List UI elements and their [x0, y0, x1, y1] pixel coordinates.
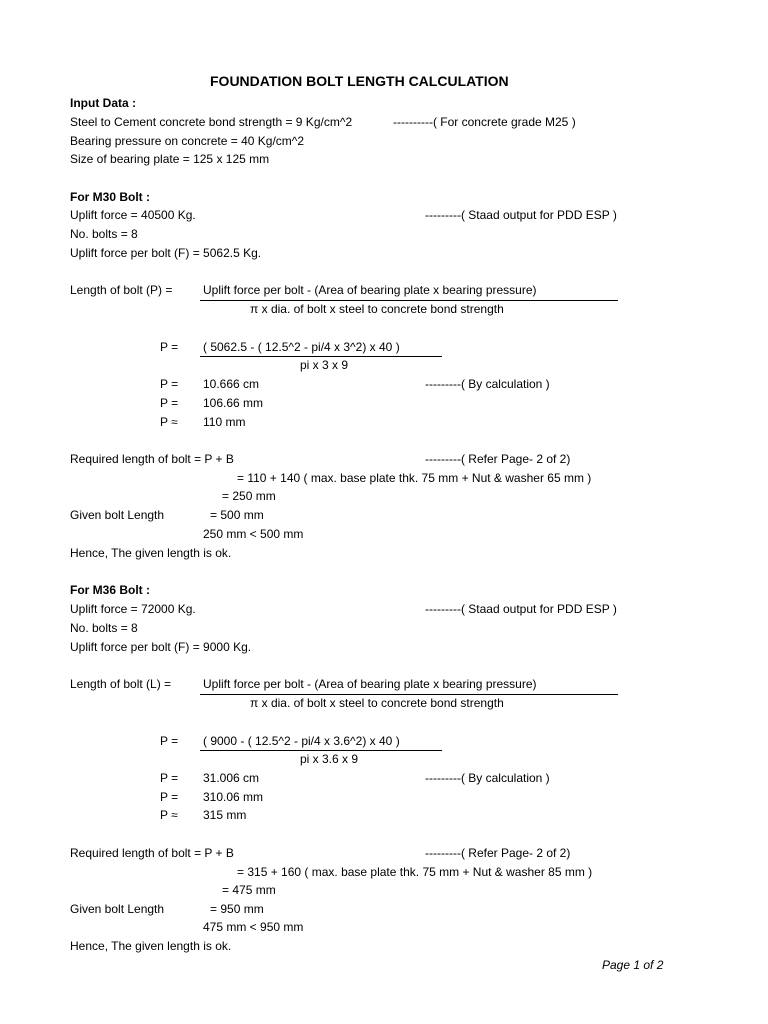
m36-comparison: 475 mm < 950 mm: [203, 920, 304, 934]
m30-p1-value: 10.666 cm: [203, 377, 260, 391]
m36-p1-value: 31.006 cm: [203, 771, 260, 785]
m36-bolt-count: No. bolts = 8: [70, 621, 138, 635]
m36-uplift-note: ---------( Staad output for PDD ESP ): [425, 602, 617, 616]
m30-formula-fraction-bar: [200, 300, 618, 301]
m30-required-length: Required length of bolt = P + B: [70, 452, 234, 466]
m30-calc-numerator: ( 5062.5 - ( 12.5^2 - pi/4 x 3^2) x 40 ): [203, 340, 400, 354]
m36-calc-numerator: ( 9000 - ( 12.5^2 - pi/4 x 3.6^2) x 40 ): [203, 734, 400, 748]
m30-uplift: Uplift force = 40500 Kg.: [70, 208, 196, 222]
input-heading: Input Data :: [70, 96, 136, 110]
m36-p3-value: 315 mm: [203, 808, 247, 822]
m30-p2-value: 106.66 mm: [203, 396, 264, 410]
m36-p1-label: P =: [160, 771, 179, 785]
m36-p3-label: P ≈: [160, 808, 178, 822]
page-number: Page 1 of 2: [602, 958, 664, 972]
m36-calc-denominator: pi x 3.6 x 9: [300, 752, 359, 766]
m36-formula-fraction-bar: [200, 694, 618, 695]
m30-uplift-note: ---------( Staad output for PDD ESP ): [425, 208, 617, 222]
m30-p3-value: 110 mm: [203, 415, 246, 429]
m36-p2-value: 310.06 mm: [203, 790, 264, 804]
m36-conclusion: Hence, The given length is ok.: [70, 939, 232, 953]
m30-required-calc: = 110 + 140 ( max. base plate thk. 75 mm + Nut & washer 65 mm ): [237, 471, 592, 485]
m30-formula-numerator: Uplift force per bolt - (Area of bearing plate x bearing pressure): [203, 283, 537, 297]
m30-force-per-bolt: Uplift force per bolt (F) = 5062.5 Kg.: [70, 246, 262, 260]
m36-formula-numerator: Uplift force per bolt - (Area of bearing plate x bearing pressure): [203, 677, 537, 691]
m36-given-value: = 950 mm: [210, 902, 264, 916]
m36-required-total: = 475 mm: [222, 883, 276, 897]
m30-given-value: = 500 mm: [210, 508, 264, 522]
bearing-plate-line: Size of bearing plate = 125 x 125 mm: [70, 152, 270, 166]
m36-formula-denominator: π x dia. of bolt x steel to concrete bond strength: [250, 696, 504, 710]
m36-p2-label: P =: [160, 790, 179, 804]
m36-calc-label: P =: [160, 734, 179, 748]
m30-p3-label: P ≈: [160, 415, 178, 429]
bond-strength-line: Steel to Cement concrete bond strength = 9 Kg/cm^2: [70, 115, 353, 129]
m36-length-label: Length of bolt (L) =: [70, 677, 172, 691]
m30-length-label: Length of bolt (P) =: [70, 283, 173, 297]
m30-comparison: 250 mm < 500 mm: [203, 527, 304, 541]
m30-calc-label: P =: [160, 340, 179, 354]
m36-required-calc: = 315 + 160 ( max. base plate thk. 75 mm + Nut & washer 85 mm ): [237, 865, 593, 879]
bond-strength-note: ----------( For concrete grade M25 ): [393, 115, 576, 129]
m30-bolt-count: No. bolts = 8: [70, 227, 138, 241]
m36-p1-note: ---------( By calculation ): [425, 771, 550, 785]
m30-required-total: = 250 mm: [222, 489, 276, 503]
m30-calc-fraction-bar: [200, 356, 442, 357]
m30-conclusion: Hence, The given length is ok.: [70, 546, 232, 560]
m36-required-length: Required length of bolt = P + B: [70, 846, 234, 860]
m36-required-note: ---------( Refer Page- 2 of 2): [425, 846, 571, 860]
m36-given-label: Given bolt Length: [70, 902, 165, 916]
m36-heading: For M36 Bolt :: [70, 583, 150, 597]
m30-required-note: ---------( Refer Page- 2 of 2): [425, 452, 571, 466]
m36-calc-fraction-bar: [200, 750, 442, 751]
m36-uplift: Uplift force = 72000 Kg.: [70, 602, 196, 616]
m30-p1-label: P =: [160, 377, 179, 391]
bearing-pressure-line: Bearing pressure on concrete = 40 Kg/cm^2: [70, 134, 305, 148]
m30-formula-denominator: π x dia. of bolt x steel to concrete bond strength: [250, 302, 504, 316]
page-title: FOUNDATION BOLT LENGTH CALCULATION: [210, 73, 509, 89]
m30-heading: For M30 Bolt :: [70, 190, 150, 204]
m30-calc-denominator: pi x 3 x 9: [300, 358, 349, 372]
m30-p2-label: P =: [160, 396, 179, 410]
m30-p1-note: ---------( By calculation ): [425, 377, 550, 391]
m36-force-per-bolt: Uplift force per bolt (F) = 9000 Kg.: [70, 640, 252, 654]
m30-given-label: Given bolt Length: [70, 508, 165, 522]
